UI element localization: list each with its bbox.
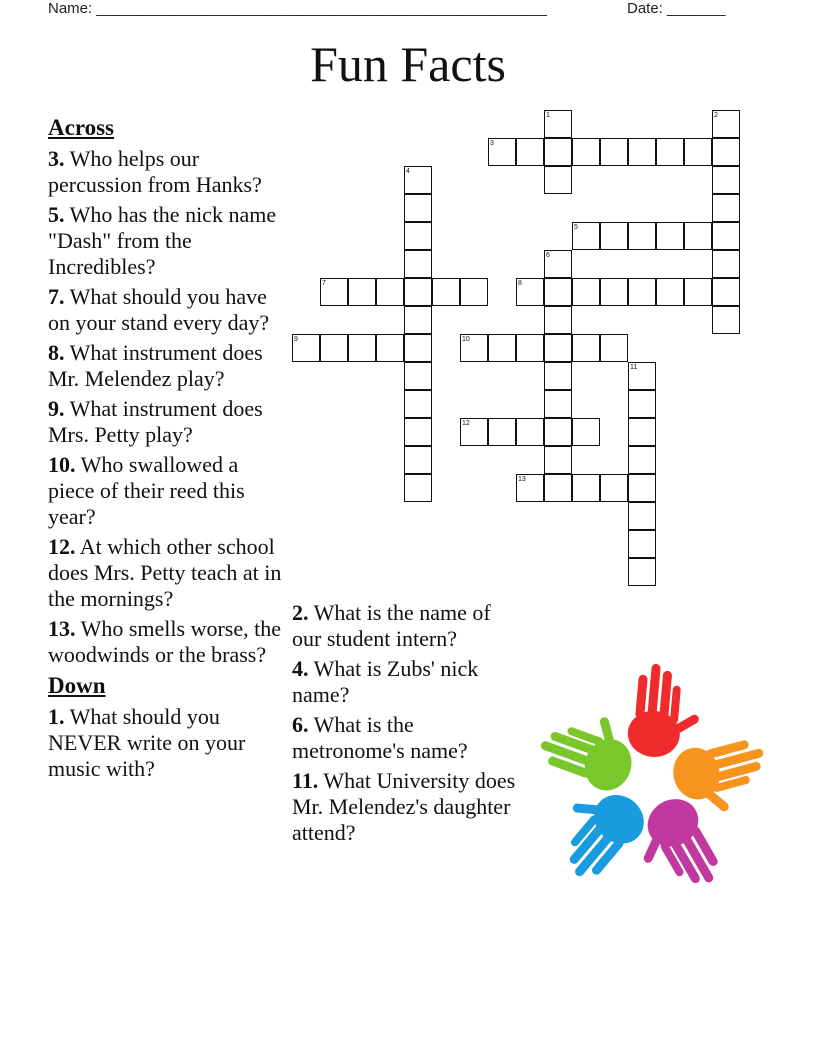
crossword-cell[interactable] xyxy=(684,138,712,166)
clue-down-1 xyxy=(48,704,288,782)
crossword-cell[interactable] xyxy=(516,474,544,502)
crossword-cell[interactable] xyxy=(488,418,516,446)
red-hand xyxy=(626,662,705,761)
crossword-cell[interactable] xyxy=(544,250,572,278)
crossword-cell[interactable] xyxy=(544,418,572,446)
clue-across-13 xyxy=(48,616,288,668)
crossword-cell[interactable] xyxy=(516,138,544,166)
crossword-cell[interactable] xyxy=(628,138,656,166)
clues-right-column xyxy=(292,600,522,850)
across-heading: Across xyxy=(48,115,115,140)
magenta-hand xyxy=(622,790,730,900)
crossword-cell[interactable] xyxy=(684,222,712,250)
clue-text: Who helps our percussion from Hanks? xyxy=(48,146,262,197)
crossword-cell[interactable] xyxy=(516,278,544,306)
clues-left-column xyxy=(48,114,288,786)
crossword-cell[interactable] xyxy=(628,390,656,418)
crossword-cell[interactable] xyxy=(712,278,740,306)
crossword-cell[interactable] xyxy=(376,278,404,306)
crossword-cell[interactable] xyxy=(600,334,628,362)
cell-number: 1 xyxy=(546,112,550,119)
clue-down-11 xyxy=(292,768,522,846)
crossword-cell[interactable] xyxy=(628,362,656,390)
cell-number: 3 xyxy=(490,140,494,147)
crossword-cell[interactable] xyxy=(712,306,740,334)
green-hand xyxy=(533,698,645,797)
crossword-cell[interactable] xyxy=(544,138,572,166)
crossword-cell[interactable] xyxy=(712,110,740,138)
clue-number: 12. xyxy=(48,534,76,559)
crossword-cell[interactable] xyxy=(404,418,432,446)
crossword-cell[interactable] xyxy=(292,334,320,362)
crossword-cell[interactable] xyxy=(348,334,376,362)
crossword-cell[interactable] xyxy=(572,222,600,250)
clue-number: 9. xyxy=(48,396,65,421)
clue-number: 11. xyxy=(292,768,319,793)
crossword-cell[interactable] xyxy=(628,418,656,446)
crossword-cell[interactable] xyxy=(628,502,656,530)
clue-number: 7. xyxy=(48,284,65,309)
crossword-cell[interactable] xyxy=(404,166,432,194)
crossword-cell[interactable] xyxy=(600,222,628,250)
crossword-cell[interactable] xyxy=(404,278,432,306)
crossword-cell[interactable] xyxy=(460,418,488,446)
crossword-cell[interactable] xyxy=(572,334,600,362)
handprints-image xyxy=(525,650,785,900)
crossword-cell[interactable] xyxy=(460,278,488,306)
clue-text: Who swallowed a piece of their reed this year? xyxy=(48,452,245,529)
clue-down-4 xyxy=(292,656,522,708)
crossword-cell[interactable] xyxy=(544,446,572,474)
crossword-cell[interactable] xyxy=(404,250,432,278)
clue-text: What is Zubs' nick name? xyxy=(292,656,479,707)
clue-across-12 xyxy=(48,534,288,612)
crossword-cell[interactable] xyxy=(572,418,600,446)
crossword-cell[interactable] xyxy=(544,390,572,418)
crossword-cell[interactable] xyxy=(712,166,740,194)
cell-number: 8 xyxy=(518,280,522,287)
crossword-cell[interactable] xyxy=(656,278,684,306)
cell-number: 4 xyxy=(406,168,410,175)
crossword-cell[interactable] xyxy=(656,222,684,250)
clue-number: 3. xyxy=(48,146,65,171)
crossword-cell[interactable] xyxy=(544,110,572,138)
crossword-cell[interactable] xyxy=(320,278,348,306)
crossword-cell[interactable] xyxy=(404,194,432,222)
cell-number: 6 xyxy=(546,252,550,259)
crossword-cell[interactable] xyxy=(628,474,656,502)
crossword-cell[interactable] xyxy=(600,474,628,502)
crossword-cell[interactable] xyxy=(712,222,740,250)
crossword-cell[interactable] xyxy=(572,474,600,502)
clue-number: 5. xyxy=(48,202,65,227)
cell-number: 12 xyxy=(462,420,470,427)
crossword-cell[interactable] xyxy=(712,250,740,278)
crossword-cell[interactable] xyxy=(628,278,656,306)
clue-text: What instrument does Mr. Melendez play? xyxy=(48,340,263,391)
crossword-cell[interactable] xyxy=(404,334,432,362)
clue-across-3 xyxy=(48,146,288,198)
crossword-cell[interactable] xyxy=(544,474,572,502)
crossword-cell[interactable] xyxy=(544,306,572,334)
clue-down-2 xyxy=(292,600,522,652)
clue-number: 4. xyxy=(292,656,309,681)
crossword-cell[interactable] xyxy=(488,138,516,166)
cell-number: 7 xyxy=(322,280,326,287)
crossword-cell[interactable] xyxy=(376,334,404,362)
crossword-cell[interactable] xyxy=(712,138,740,166)
cell-number: 2 xyxy=(714,112,718,119)
clue-text: What is the metronome's name? xyxy=(292,712,468,763)
clue-text: What University does Mr. Melendez's daughter attend? xyxy=(292,768,516,845)
clue-text: At which other school does Mrs. Petty teach at in the mornings? xyxy=(48,534,282,611)
clue-down-6 xyxy=(292,712,522,764)
crossword-cell[interactable] xyxy=(404,390,432,418)
crossword-cell[interactable] xyxy=(460,334,488,362)
crossword-cell[interactable] xyxy=(712,194,740,222)
crossword-cell[interactable] xyxy=(656,138,684,166)
crossword-cell[interactable] xyxy=(628,530,656,558)
clue-text: What instrument does Mrs. Petty play? xyxy=(48,396,263,447)
crossword-cell[interactable] xyxy=(320,334,348,362)
date-field-label[interactable]: Date: _______ xyxy=(627,0,726,17)
crossword-cell[interactable] xyxy=(572,138,600,166)
cell-number: 10 xyxy=(462,336,470,343)
clue-across-5 xyxy=(48,202,288,280)
crossword-cell[interactable] xyxy=(432,278,460,306)
clue-number: 1. xyxy=(48,704,65,729)
crossword-cell[interactable] xyxy=(544,166,572,194)
clue-number: 2. xyxy=(292,600,309,625)
crossword-cell[interactable] xyxy=(404,306,432,334)
blue-hand xyxy=(539,772,654,889)
crossword-cell[interactable] xyxy=(404,222,432,250)
crossword-cell[interactable] xyxy=(628,222,656,250)
crossword-cell[interactable] xyxy=(600,278,628,306)
clue-text: What should you have on your stand every day? xyxy=(48,284,270,335)
crossword-cell[interactable] xyxy=(572,278,600,306)
crossword-cell[interactable] xyxy=(628,558,656,586)
crossword-cell[interactable] xyxy=(348,278,376,306)
clue-across-9 xyxy=(48,396,288,448)
cell-number: 13 xyxy=(518,476,526,483)
clue-text: Who has the nick name "Dash" from the Incredibles? xyxy=(48,202,277,279)
clue-number: 10. xyxy=(48,452,76,477)
clue-text: Who smells worse, the woodwinds or the brass? xyxy=(48,616,282,667)
crossword-cell[interactable] xyxy=(516,334,544,362)
crossword-cell[interactable] xyxy=(600,138,628,166)
clue-across-10 xyxy=(48,452,288,530)
clue-across-7 xyxy=(48,284,288,336)
page-title: Fun Facts xyxy=(310,36,506,92)
crossword-cell[interactable] xyxy=(404,446,432,474)
cell-number: 9 xyxy=(294,336,298,343)
clue-text: What should you NEVER write on your music with? xyxy=(48,704,246,781)
crossword-cell[interactable] xyxy=(516,418,544,446)
clue-number: 6. xyxy=(292,712,309,737)
crossword-cell[interactable] xyxy=(404,474,432,502)
name-field-label[interactable]: Name: ______________________________________________________ xyxy=(48,0,547,17)
clue-text: What is the name of our student intern? xyxy=(292,600,491,651)
clue-number: 13. xyxy=(48,616,76,641)
clue-across-8 xyxy=(48,340,288,392)
down-heading: Down xyxy=(48,673,106,698)
crossword-cell[interactable] xyxy=(684,278,712,306)
crossword-cell[interactable] xyxy=(404,362,432,390)
crossword-cell[interactable] xyxy=(544,334,572,362)
clue-number: 8. xyxy=(48,340,65,365)
crossword-cell[interactable] xyxy=(544,278,572,306)
cell-number: 11 xyxy=(630,364,638,371)
cell-number: 5 xyxy=(574,224,578,231)
crossword-cell[interactable] xyxy=(488,334,516,362)
crossword-cell[interactable] xyxy=(628,446,656,474)
crossword-cell[interactable] xyxy=(544,362,572,390)
